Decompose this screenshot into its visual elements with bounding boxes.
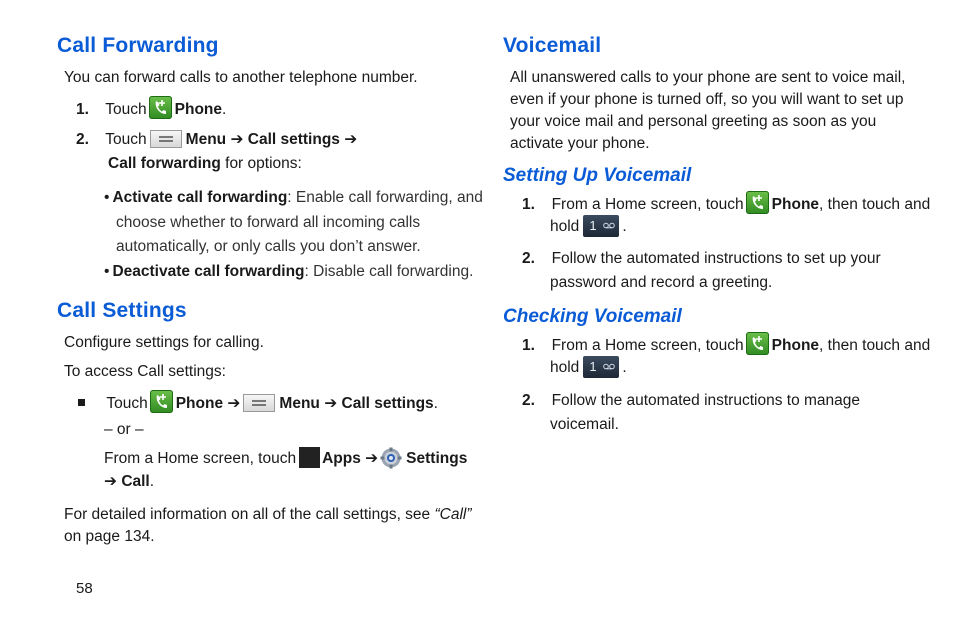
arrow-icon: ➔ [324,395,338,412]
touch-text: Touch [106,395,148,412]
phone-label: Phone [174,101,223,118]
step-number: 2. [522,250,535,267]
apps-icon [299,447,320,468]
step-number: 1. [522,337,535,354]
period: . [433,395,438,412]
then-touch-text: , then touch and [819,337,931,354]
cf-step-1 [76,96,226,121]
call-settings-label: Call settings [247,131,340,148]
step-text: Follow the automated instructions to set up your [551,250,881,267]
activate-desc: : Enable call forwarding, and [287,189,483,206]
voicemail-body-4: activate your phone. [510,135,650,152]
call-settings-heading: Call Settings [57,299,187,322]
cs-step [78,390,438,415]
home-screen-text: From a Home screen, touch [551,337,744,354]
phone-icon [746,191,769,214]
period: . [149,473,155,490]
step-number: 2. [76,131,89,148]
phone-icon [149,96,172,119]
settings-label: Settings [406,450,468,467]
cs-detail [64,504,472,526]
setting-up-voicemail-heading: Setting Up Voicemail [503,165,692,186]
cs-detail-page: on page 134. [64,528,155,545]
home-screen-text: From a Home screen, touch [104,450,297,467]
touch-text: Touch [105,101,147,118]
home-screen-text: From a Home screen, touch [551,196,744,213]
call-cross-reference-link[interactable]: “Call” [434,506,472,523]
su-step-1-cont [550,215,627,238]
arrow-icon: ➔ [104,473,117,490]
phone-label: Phone [175,395,224,412]
call-settings-intro: Configure settings for calling. [64,334,264,351]
phone-label: Phone [771,337,820,354]
ck-step-1-cont [550,356,627,379]
menu-key-icon [243,394,275,412]
call-label: Call [121,473,150,490]
cf-bullet-deactivate [104,261,473,283]
phone-label: Phone [771,196,820,213]
su-step-2-cont: password and record a greeting. [550,274,773,291]
voicemail-key-icon [583,356,619,378]
call-settings-label: Call settings [341,395,434,412]
voicemail-key-icon [583,215,619,237]
cf-step-2 [76,129,357,151]
call-forwarding-label: Call forwarding [108,155,221,172]
voicemail-body-2: even if your phone is turned off, so you will want to set up [510,91,904,108]
activate-term: Activate call forwarding [112,189,288,206]
arrow-icon: ➔ [227,395,241,412]
cs-alt [104,447,467,470]
settings-gear-icon [380,447,402,469]
arrow-icon: ➔ [344,131,358,148]
step-number: 1. [522,196,535,213]
call-settings-access: To access Call settings: [64,363,226,380]
ck-step-2 [522,390,860,412]
bullet-mark: • [104,189,110,206]
su-step-1 [522,191,930,216]
deactivate-desc: : Disable call forwarding. [304,263,474,280]
cs-alt-cont [104,471,154,493]
detail-text: For detailed information on all of the call settings, see [64,506,435,523]
voicemail-heading: Voicemail [503,34,602,57]
key-digit: 1 [589,359,597,374]
voicemail-body-3: your voice mail and personal greeting as soon as you [510,113,877,130]
voicemail-body-1: All unanswered calls to your phone are sent to voice mail, [510,69,906,86]
phone-icon [150,390,173,413]
touch-text: Touch [105,131,147,148]
call-forwarding-heading: Call Forwarding [57,34,219,57]
period: . [622,218,627,235]
menu-label: Menu [279,395,320,412]
menu-label: Menu [185,131,227,148]
activate-desc-3: automatically, or only calls you don’t answer. [116,238,421,255]
deactivate-term: Deactivate call forwarding [112,263,305,280]
square-bullet-icon [78,399,85,406]
options-text: for options: [220,155,302,172]
hold-text: hold [550,359,580,376]
ck-step-1 [522,332,930,357]
cf-bullet-activate [104,186,483,260]
apps-label: Apps [322,450,361,467]
arrow-icon: ➔ [230,131,244,148]
then-touch-text: , then touch and [819,196,931,213]
activate-desc-2: choose whether to forward all incoming calls [116,213,421,231]
call-forwarding-intro: You can forward calls to another telephone number. [64,69,418,86]
step-number: 2. [522,392,535,409]
arrow-icon: ➔ [365,450,379,467]
page-number: 58 [76,580,93,597]
bullet-mark: • [104,263,110,280]
step-text: Follow the automated instructions to manage [551,392,861,409]
cf-step-2-cont [108,153,302,175]
su-step-2 [522,248,881,270]
period: . [622,359,627,376]
key-digit: 1 [589,218,597,233]
step-number: 1. [76,101,89,118]
or-separator: – or – [104,421,144,438]
ck-step-2-cont: voicemail. [550,416,619,433]
checking-voicemail-heading: Checking Voicemail [503,306,682,327]
menu-key-icon [150,130,182,148]
hold-text: hold [550,218,580,235]
phone-icon [746,332,769,355]
period: . [222,101,227,118]
